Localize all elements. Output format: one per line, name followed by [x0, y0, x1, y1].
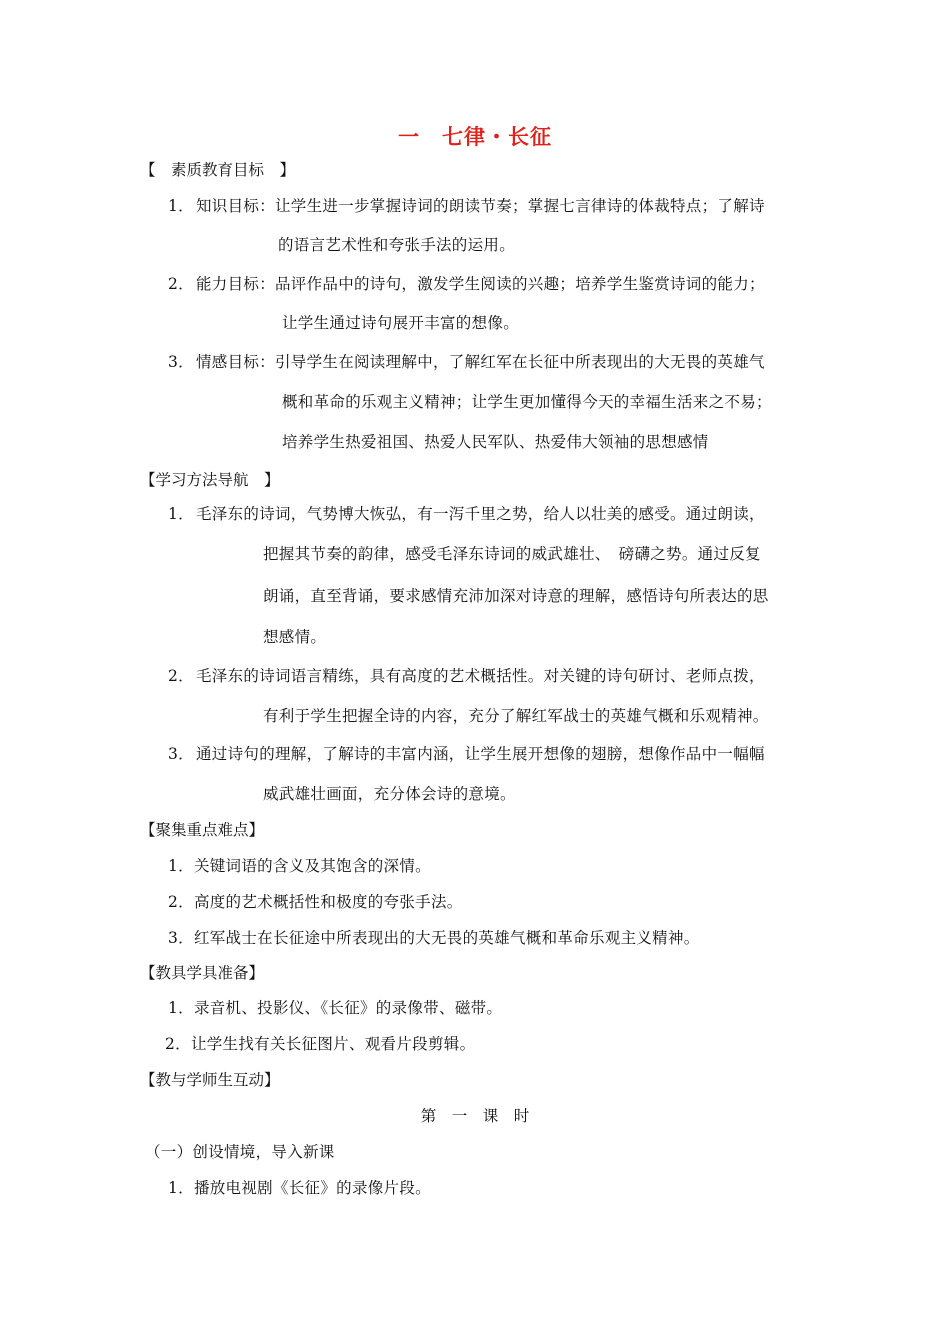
list-item-text: 把握其节奏的韵律，感受毛泽东诗词的威武雄壮、 磅礴之势。通过反复: [263, 545, 761, 563]
list-item: 1．播放电视剧《长征》的录像片段。: [168, 1179, 431, 1197]
list-item-text: 威武雄壮画面，充分体会诗的意境。: [263, 785, 516, 803]
list-item-text: 想感情。: [263, 628, 327, 646]
list-item-text: 有利于学生把握全诗的内容，充分了解红军战士的英雄气概和乐观精神。: [263, 707, 769, 725]
list-item-text: 的语言艺术性和夸张手法的运用。: [278, 236, 516, 254]
section-heading-key-points: 【聚集重点难点】: [140, 821, 265, 839]
section-heading-materials: 【教具学具准备】: [140, 964, 265, 982]
list-item-text: 通过诗句的理解，了解诗的丰富内涵，让学生展开想像的翅膀，想像作品中一幅幅: [196, 745, 765, 763]
list-item-text: 培养学生热爱祖国、热爱人民军队、热爱伟大领袖的思想感情: [282, 433, 709, 451]
section-heading-interaction: 【教与学师生互动】: [140, 1071, 280, 1089]
list-item-text: 让学生通过诗句展开丰富的想像。: [282, 314, 520, 332]
list-item-number: 1．: [168, 197, 194, 215]
section-heading-objectives: 【 素质教育目标 】: [140, 161, 296, 179]
list-item: 3．红军战士在长征途中所表现出的大无畏的英雄气概和革命乐观主义精神。: [168, 929, 700, 947]
page-title: 一 七律・长征: [398, 125, 552, 149]
list-item: 1．关键词语的含义及其饱含的深情。: [168, 857, 431, 875]
list-item-text: 朗诵，直至背诵，要求感情充沛加深对诗意的理解，感悟诗句所表达的思: [263, 587, 769, 605]
list-item-text: 能力目标：品评作品中的诗句，激发学生阅读的兴趣；培养学生鉴赏诗词的能力；: [196, 275, 765, 293]
list-item-number: 2．: [168, 275, 194, 293]
list-item: 1．录音机、投影仪、《长征》的录像带、磁带。: [168, 999, 503, 1017]
list-item-number: 1．: [168, 505, 194, 523]
list-item: 2．高度的艺术概括性和极度的夸张手法。: [168, 893, 463, 911]
list-item-text: 概和革命的乐观主义精神；让学生更加懂得今天的幸福生活来之不易；: [282, 393, 772, 411]
lesson-label: 第 一 课 时: [420, 1107, 530, 1125]
list-item-text: 情感目标：引导学生在阅读理解中，了解红军在长征中所表现出的大无畏的英雄气: [196, 353, 765, 371]
list-item-number: 3．: [168, 353, 194, 371]
list-item-number: 2．: [168, 667, 194, 685]
section-heading-methods: 【学习方法导航 】: [140, 471, 280, 489]
list-item-number: 3．: [168, 745, 194, 763]
list-item-text: 毛泽东的诗词，气势博大恢弘，有一泻千里之势，给人以壮美的感受。通过朗读，: [196, 505, 765, 523]
list-item-text: 知识目标：让学生进一步掌握诗词的朗读节奏；掌握七言律诗的体裁特点；了解诗: [196, 197, 765, 215]
list-item-text: 毛泽东的诗词语言精练，具有高度的艺术概括性。对关键的诗句研讨、老师点拨，: [196, 667, 765, 685]
list-item: 2．让学生找有关长征图片、观看片段剪辑。: [165, 1035, 476, 1053]
subsection-heading: （一）创设情境，导入新课: [145, 1143, 335, 1161]
